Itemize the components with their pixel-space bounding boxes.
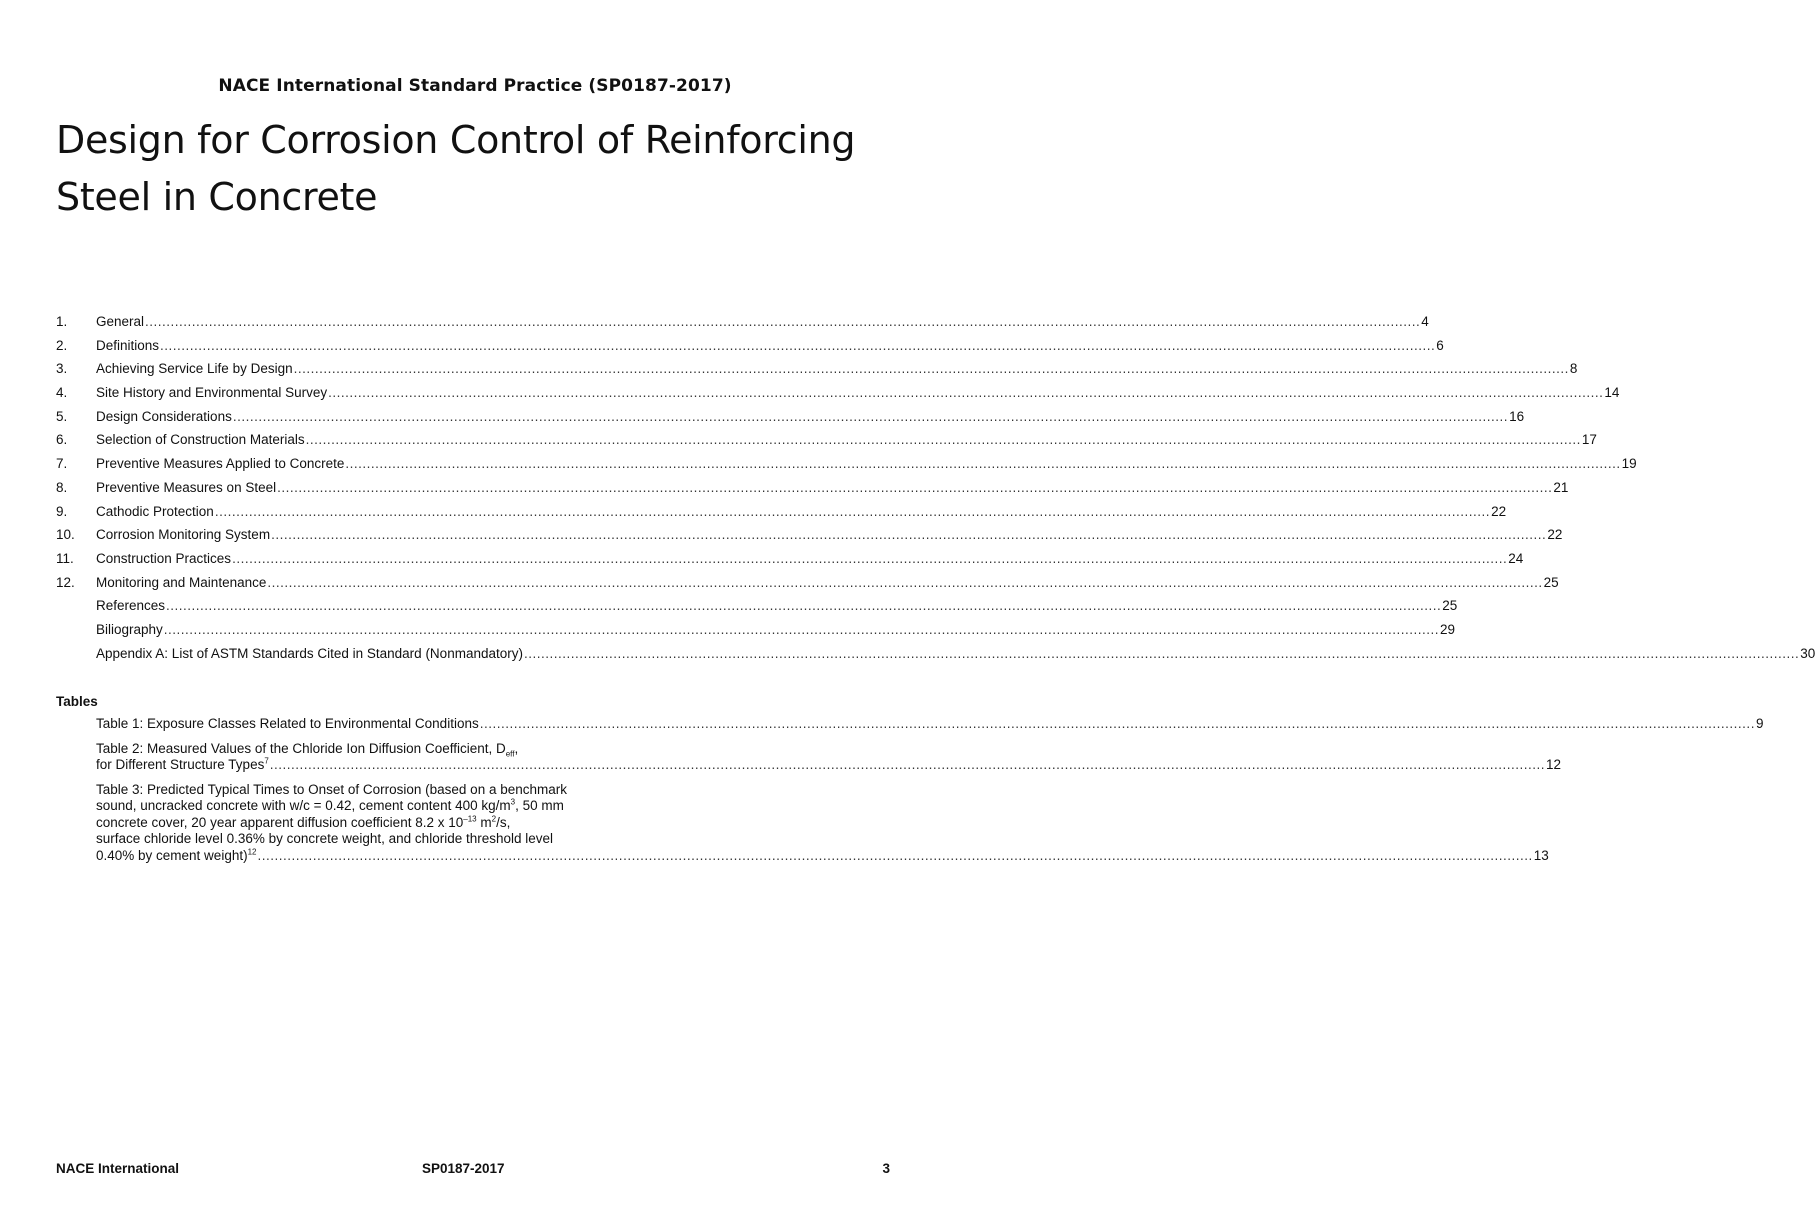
superscript-text: 2 [491, 814, 497, 823]
toc-item-number: 6. [56, 432, 68, 448]
document-title-line-1: Design for Corrosion Control of Reinforcing [56, 118, 856, 162]
toc-item-title: General [96, 314, 145, 329]
toc-item-preventive-steel[interactable] [56, 478, 1569, 502]
toc-item-site-history[interactable] [56, 383, 1620, 407]
toc-item-page: 30 [1800, 645, 1815, 661]
toc-item-number: 4. [56, 385, 68, 401]
subscript-text: eff [505, 749, 515, 759]
superscript-text: –13 [463, 814, 477, 823]
toc-item-cathodic-protection[interactable] [56, 502, 1507, 526]
toc-leader-dots: ............................................................................................................................................................................................................................................................................................................ [328, 385, 1604, 401]
toc-leader-dots: ............................................................................................................................................................................................................................................................................................................ [160, 337, 1436, 353]
toc-item-construction-practices[interactable] [56, 549, 1524, 573]
toc-item-design-considerations[interactable] [56, 407, 1525, 431]
toc-item-title: Site History and Environmental Survey [96, 385, 328, 401]
footer-page-number: 3 [882, 1161, 890, 1176]
toc-item-bibliography[interactable] [56, 620, 1456, 644]
toc-item-achieving-service-life[interactable] [56, 359, 1578, 383]
table-entry-page: 9 [1755, 716, 1764, 731]
toc-item-title: Corrosion Monitoring System [96, 527, 271, 543]
toc-item-title: Appendix A: List of ASTM Standards Cited in Standard (Nonmandatory) [96, 645, 523, 661]
toc-leader-dots: ............................................................................................................................................................................................................................................................................................................ [277, 479, 1553, 495]
document-title [56, 112, 886, 226]
toc-item-page: 22 [1547, 527, 1563, 543]
table-of-contents [56, 312, 1815, 667]
table-entry-text: m [476, 814, 492, 830]
toc-leader-dots: ............................................................................................................................................................................................................................................................................................................ [232, 408, 1509, 424]
table-entry-text: concrete cover, 20 year apparent diffusion coefficient 8.2 x 10 [96, 814, 464, 830]
toc-item-title: Design Considerations [96, 408, 232, 424]
tables-list [96, 716, 1764, 872]
table-entry-text: , 50 mm [515, 798, 564, 813]
footnote-ref: 12 [247, 847, 257, 856]
toc-leader-dots: ............................................................................................................................................................................................................................................................................................................ [293, 361, 1569, 377]
table-entry-text: for Different Structure Types [96, 757, 265, 772]
toc-leader-dots: ............................................................................................................................................................................................................................................................................................................ [305, 432, 1581, 448]
toc-item-number: 2. [56, 337, 68, 353]
table-entry-text: Table 2: Measured Values of the Chloride Ion Diffusion Coefficient, D [96, 740, 506, 756]
toc-item-page: 16 [1509, 408, 1525, 424]
toc-leader-dots: ............................................................................................................................................................................................................................................................................................................ [166, 598, 1442, 614]
toc-item-number: 7. [56, 456, 68, 472]
table-entry-3[interactable] [96, 781, 1549, 865]
toc-item-monitoring-maintenance[interactable] [56, 573, 1559, 597]
toc-item-definitions[interactable] [56, 336, 1444, 360]
toc-item-references[interactable] [56, 596, 1458, 620]
tables-heading: Tables [56, 694, 98, 709]
toc-leader-dots: ............................................................................................................................................................................................................................................................................................................ [214, 503, 1491, 519]
table-entry-page: 12 [1546, 757, 1562, 772]
toc-item-title: Biliography [96, 621, 163, 637]
toc-leader-dots: ............................................................................................................................................................................................................................................................................................................ [145, 314, 1421, 329]
toc-item-number: 3. [56, 361, 68, 377]
toc-item-page: 24 [1508, 550, 1524, 566]
toc-leader-dots: ............................................................................................................................................................................................................................................................................................................ [523, 645, 1800, 661]
standard-header: NACE International Standard Practice (SP0187-2017) [218, 76, 732, 96]
toc-leader-dots: ............................................................................................................................................................................................................................................................................................................ [269, 757, 1546, 772]
toc-leader-dots: ............................................................................................................................................................................................................................................................................................................ [232, 550, 1508, 566]
table-entry-text: , [514, 740, 519, 756]
toc-item-number: 11. [56, 550, 74, 566]
toc-item-page: 22 [1491, 503, 1507, 519]
toc-item-page: 4 [1421, 314, 1429, 329]
toc-item-title: Preventive Measures Applied to Concrete [96, 456, 345, 472]
toc-item-page: 8 [1569, 361, 1578, 377]
toc-item-page: 25 [1543, 574, 1559, 590]
toc-leader-dots: ............................................................................................................................................................................................................................................................................................................ [257, 847, 1533, 863]
table-entry-text: sound, uncracked concrete with w/c = 0.42, cement content 400 kg/m [96, 798, 511, 813]
toc-item-number: 10. [56, 527, 75, 543]
document-title-line-2: Steel in Concrete [56, 175, 378, 219]
toc-leader-dots: ............................................................................................................................................................................................................................................................................................................ [479, 716, 1755, 731]
toc-item-page: 14 [1604, 385, 1620, 401]
toc-item-corrosion-monitoring[interactable] [56, 525, 1563, 549]
toc-leader-dots: ............................................................................................................................................................................................................................................................................................................ [163, 621, 1440, 637]
toc-item-page: 21 [1553, 479, 1569, 495]
toc-item-page: 29 [1440, 621, 1456, 637]
toc-item-page: 25 [1442, 598, 1458, 614]
toc-item-preventive-concrete[interactable] [56, 454, 1637, 478]
toc-item-number: 12. [56, 574, 75, 590]
toc-item-title: References [96, 598, 166, 614]
table-entry-2[interactable] [96, 740, 1562, 774]
table-entry-1[interactable] [96, 716, 1764, 733]
toc-leader-dots: ............................................................................................................................................................................................................................................................................................................ [271, 527, 1547, 543]
toc-item-number: 8. [56, 479, 68, 495]
table-entry-text: Table 3: Predicted Typical Times to Onset of Corrosion (based on a benchmark [96, 781, 567, 797]
toc-item-page: 17 [1581, 432, 1597, 448]
toc-item-title: Selection of Construction Materials [96, 432, 305, 448]
toc-leader-dots: ............................................................................................................................................................................................................................................................................................................ [267, 574, 1543, 590]
toc-item-title: Monitoring and Maintenance [96, 574, 267, 590]
toc-leader-dots: ............................................................................................................................................................................................................................................................................................................ [345, 456, 1621, 472]
superscript-text: 3 [510, 797, 516, 807]
footnote-ref: 7 [264, 756, 269, 766]
table-entry-title: Table 1: Exposure Classes Related to Environmental Conditions [96, 716, 479, 731]
table-entry-text: 0.40% by cement weight) [96, 847, 248, 863]
toc-item-page: 6 [1436, 337, 1444, 353]
toc-item-appendix-a[interactable] [56, 644, 1815, 668]
toc-item-title: Achieving Service Life by Design [96, 361, 293, 377]
toc-item-title: Cathodic Protection [96, 503, 214, 519]
toc-item-page: 19 [1621, 456, 1637, 472]
toc-item-construction-materials[interactable] [56, 430, 1597, 454]
toc-item-title: Preventive Measures on Steel [96, 479, 277, 495]
footer-standard-code: SP0187-2017 [422, 1161, 505, 1176]
toc-item-title: Definitions [96, 337, 160, 353]
toc-item-number: 5. [56, 408, 68, 424]
toc-item-general[interactable] [56, 312, 1429, 336]
toc-item-title: Construction Practices [96, 550, 232, 566]
toc-item-number: 1. [56, 314, 68, 329]
table-entry-text: /s, [496, 814, 511, 830]
table-entry-page: 13 [1533, 847, 1549, 863]
table-entry-text: surface chloride level 0.36% by concrete weight, and chloride threshold level [96, 831, 554, 846]
footer-organization: NACE International [56, 1161, 180, 1176]
toc-item-number: 9. [56, 503, 68, 519]
